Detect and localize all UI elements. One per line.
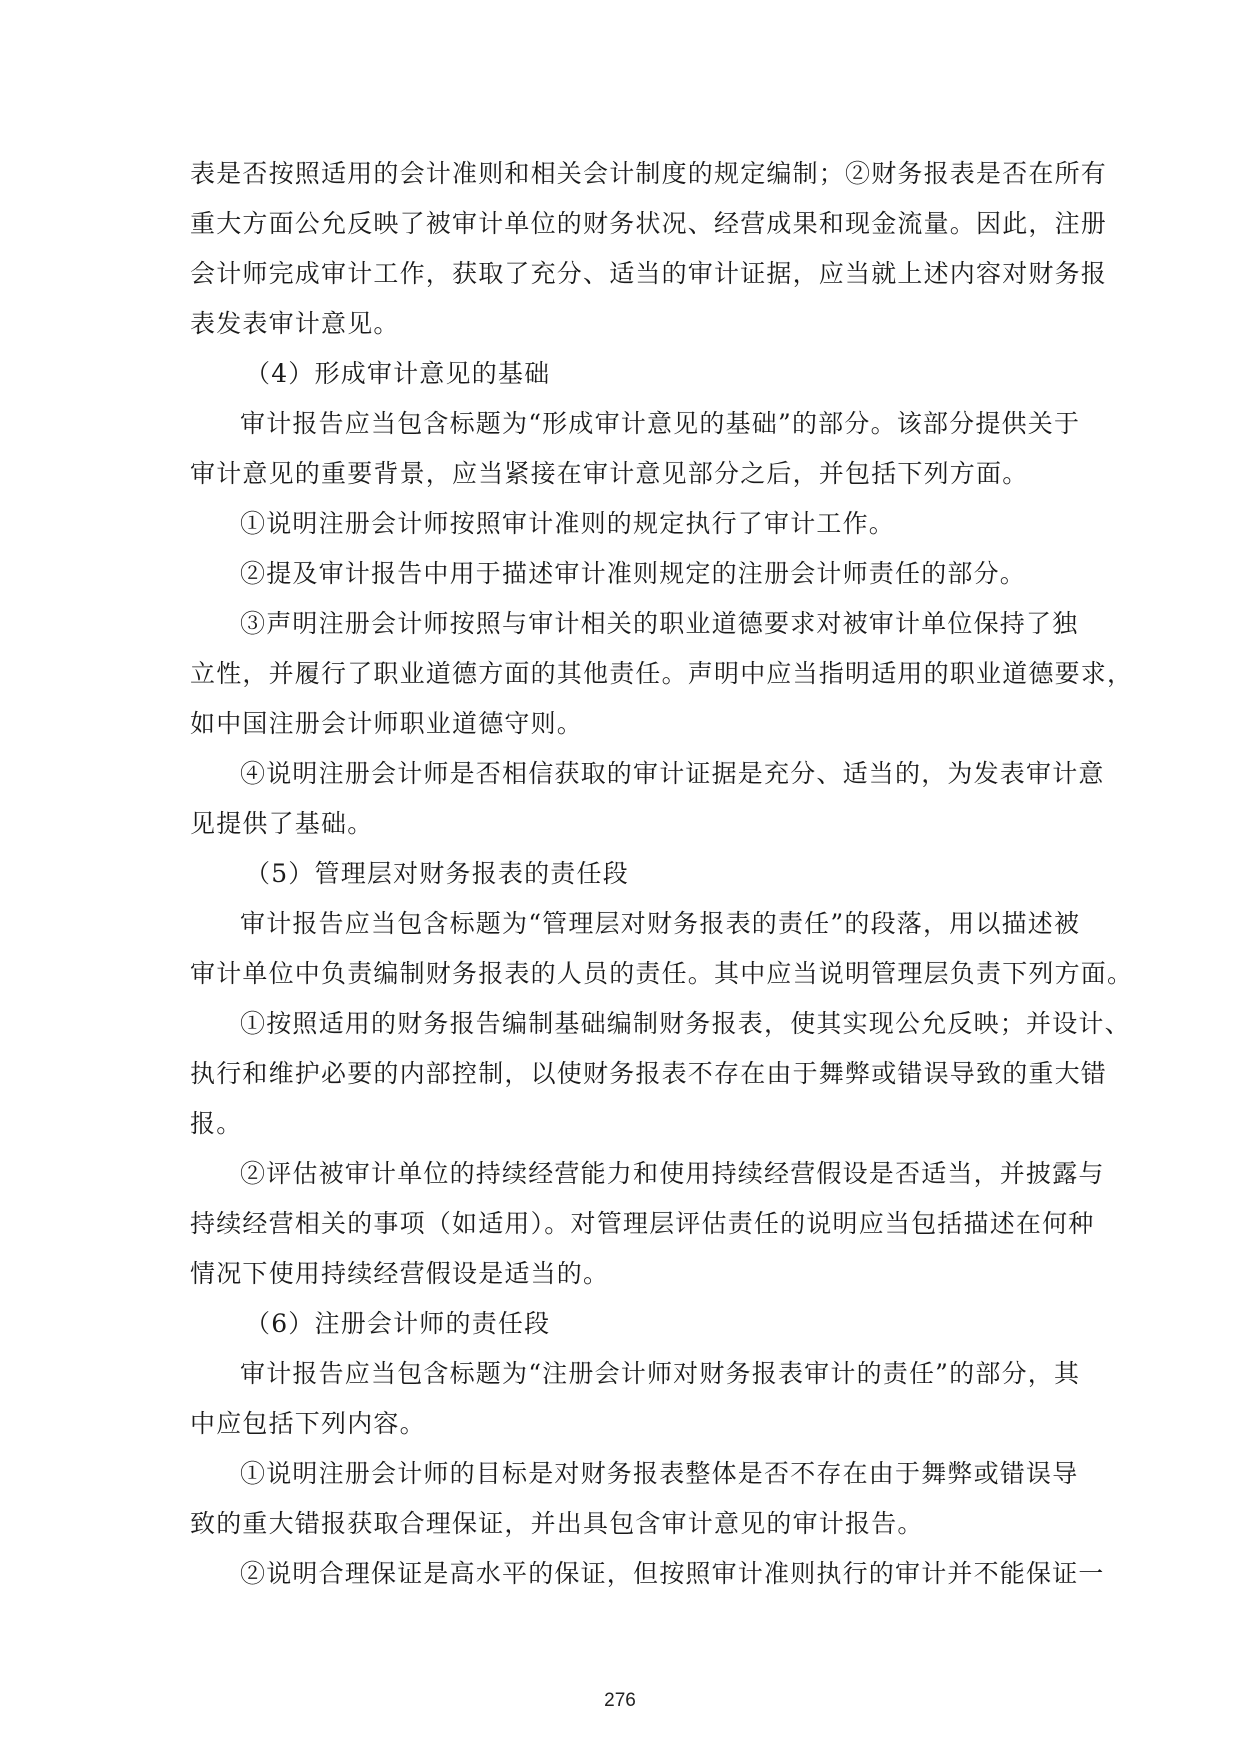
paragraph-first-line: 审计报告应当包含标题为“管理层对财务报表的责任”的段落，用以描述被	[240, 909, 1081, 938]
body-line: 表发表审计意见。	[190, 309, 400, 338]
body-line: 情况下使用持续经营假设是适当的。	[190, 1259, 610, 1288]
body-line: 报。	[190, 1109, 243, 1138]
body-line: 审计意见的重要背景，应当紧接在审计意见部分之后，并包括下列方面。	[190, 459, 1029, 488]
body-line: 见提供了基础。	[190, 809, 374, 838]
list-item: ①说明注册会计师按照审计准则的规定执行了审计工作。	[240, 509, 896, 538]
list-item: ④说明注册会计师是否相信获取的审计证据是充分、适当的，为发表审计意	[240, 759, 1105, 788]
body-line: 表是否按照适用的会计准则和相关会计制度的规定编制；②财务报表是否在所有	[190, 159, 1108, 188]
list-item: ②提及审计报告中用于描述审计准则规定的注册会计师责任的部分。	[240, 559, 1027, 588]
body-line: 持续经营相关的事项（如适用）。对管理层评估责任的说明应当包括描述在何种	[190, 1209, 1095, 1238]
section-heading-4: （4）形成审计意见的基础	[245, 359, 551, 388]
list-item: ①按照适用的财务报告编制基础编制财务报表，使其实现公允反映；并设计、	[240, 1009, 1131, 1038]
section-heading-6: （6）注册会计师的责任段	[245, 1309, 551, 1338]
page-number: 276	[604, 1690, 636, 1711]
paragraph-first-line: 审计报告应当包含标题为“注册会计师对财务报表审计的责任”的部分，其	[240, 1359, 1081, 1388]
section-heading-5: （5）管理层对财务报表的责任段	[245, 859, 629, 888]
body-line: 审计单位中负责编制财务报表的人员的责任。其中应当说明管理层负责下列方面。	[190, 959, 1134, 988]
body-line: 重大方面公允反映了被审计单位的财务状况、经营成果和现金流量。因此，注册	[190, 209, 1108, 238]
body-line: 致的重大错报获取合理保证，并出具包含审计意见的审计报告。	[190, 1509, 924, 1538]
list-item: ①说明注册会计师的目标是对财务报表整体是否不存在由于舞弊或错误导	[240, 1459, 1079, 1488]
list-item: ②评估被审计单位的持续经营能力和使用持续经营假设是否适当，并披露与	[240, 1159, 1105, 1188]
body-line: 中应包括下列内容。	[190, 1409, 426, 1438]
body-line: 如中国注册会计师职业道德守则。	[190, 709, 584, 738]
body-line: 执行和维护必要的内部控制，以使财务报表不存在由于舞弊或错误导致的重大错	[190, 1059, 1108, 1088]
body-line: 会计师完成审计工作，获取了充分、适当的审计证据，应当就上述内容对财务报	[190, 259, 1108, 288]
paragraph-first-line: 审计报告应当包含标题为“形成审计意见的基础”的部分。该部分提供关于	[240, 409, 1081, 438]
list-item: ③声明注册会计师按照与审计相关的职业道德要求对被审计单位保持了独	[240, 609, 1079, 638]
list-item: ②说明合理保证是高水平的保证，但按照审计准则执行的审计并不能保证一	[240, 1559, 1105, 1588]
body-line: 立性，并履行了职业道德方面的其他责任。声明中应当指明适用的职业道德要求，	[190, 659, 1134, 688]
